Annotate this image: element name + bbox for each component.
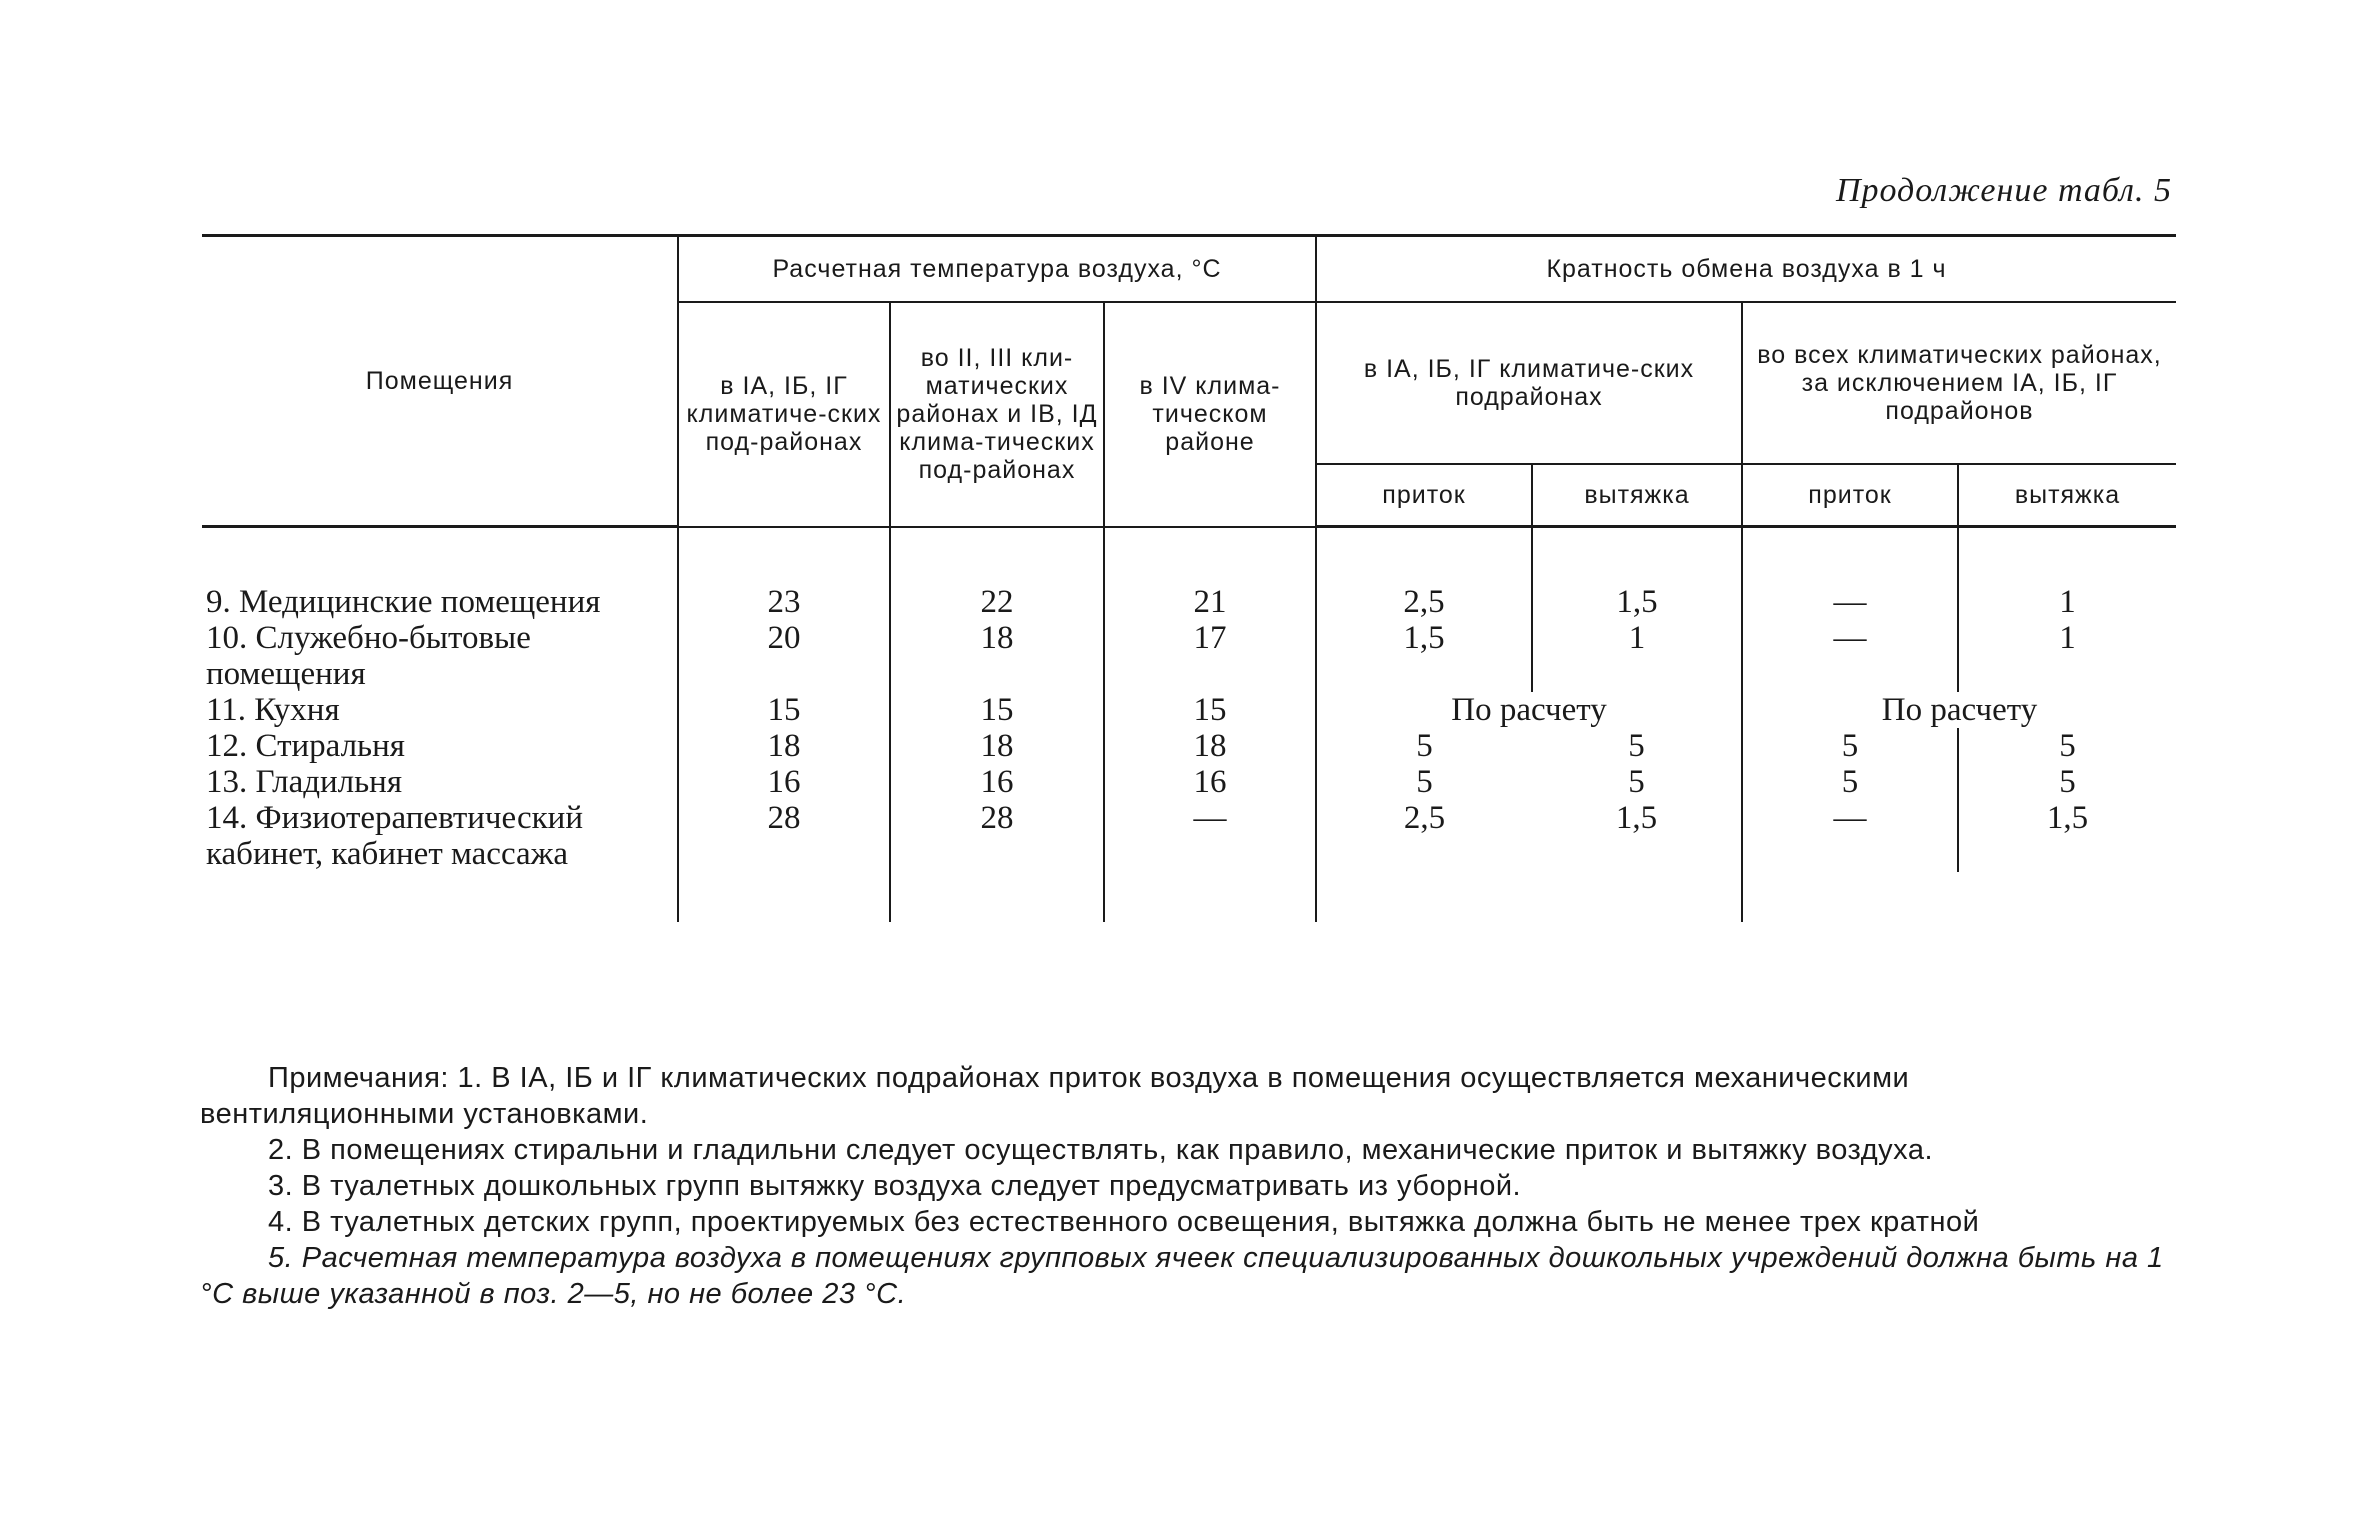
temp-value: 21 xyxy=(1104,584,1316,620)
temp-value: — xyxy=(1104,800,1316,872)
room-name: 11. Кухня xyxy=(206,692,340,728)
room-name: 13. Гладильня xyxy=(206,764,403,800)
exhaust-value: 5 xyxy=(1958,728,2176,764)
temp-value: 18 xyxy=(1104,728,1316,764)
note-5: 5. Расчетная температура воздуха в помещениях групповых ячеек специализированных дошкольных учреждений должна быть на 1 °С выше указанной в поз. 2—5, но не более 23 °С. xyxy=(200,1242,2164,1310)
table-row xyxy=(202,764,2176,800)
note-3: 3. В туалетных дошкольных групп вытяжку воздуха следует предусматривать из уборной. xyxy=(268,1170,1522,1202)
note-2: 2. В помещениях стиральни и гладильни следует осуществлять, как правило, механические приток и вытяжку воздуха. xyxy=(268,1134,1933,1166)
table-row xyxy=(202,692,2176,728)
temp-value: 17 xyxy=(1104,620,1316,692)
room-name: 9. Медицинские помещения xyxy=(206,584,601,620)
temp-value: 15 xyxy=(678,692,890,728)
temp-value: 16 xyxy=(890,764,1104,800)
supply-value: 5 xyxy=(1742,764,1958,800)
temp-value: 18 xyxy=(890,620,1104,692)
supply-value: 2,5 xyxy=(1316,800,1532,872)
by-calculation-b: По расчету xyxy=(1742,692,2176,728)
temp-value: 20 xyxy=(678,620,890,692)
supply-value: — xyxy=(1742,584,1958,620)
temperature-group-header: Расчетная температура воздуха, °С xyxy=(678,236,1316,303)
supply-value: 5 xyxy=(1742,728,1958,764)
room-name: 14. Физиотерапевтический кабинет, кабинет массажа xyxy=(206,800,583,872)
table-row xyxy=(202,584,2176,620)
table-row xyxy=(202,620,2176,692)
exchange-sub-other: во всех климатических районах, за исключением IА, IБ, IГ подрайонов xyxy=(1742,302,2176,464)
flow-label-supply-b: приток xyxy=(1742,464,1958,527)
temp-value: 16 xyxy=(678,764,890,800)
table-row xyxy=(202,728,2176,764)
room-name: 10. Служебно-бытовые помещения xyxy=(206,620,531,692)
exhaust-value: 5 xyxy=(1628,728,1645,764)
exhaust-value: 1 xyxy=(1958,620,2176,692)
ventilation-table xyxy=(202,234,2176,922)
table-notes xyxy=(200,1060,2170,1312)
exhaust-value: 1,5 xyxy=(1958,800,2176,872)
temp-value: 28 xyxy=(678,800,890,872)
temp-value: 23 xyxy=(678,584,890,620)
supply-value: — xyxy=(1742,800,1958,872)
temp-value: 22 xyxy=(890,584,1104,620)
temp-value: 18 xyxy=(678,728,890,764)
room-name: 12. Стиральня xyxy=(206,728,405,764)
temp-col-ia-ib-ig: в IА, IБ, IГ климатиче-ских под-районах xyxy=(678,302,890,527)
flow-label-exhaust-b: вытяжка xyxy=(1958,464,2176,527)
note-4: 4. В туалетных детских групп, проектируемых без естественного освещения, вытяжка должна быть не менее трех кратной xyxy=(268,1206,1980,1238)
exhaust-value: 5 xyxy=(1628,764,1645,800)
note-1: Примечания: 1. В IА, IБ и IГ климатических подрайонах приток воздуха в помещения осуществляется механическими вентиляционными установками. xyxy=(200,1062,1910,1130)
exhaust-value: 1 xyxy=(1958,584,2176,620)
temp-col-ii-iii: во II, III кли-матических районах и IВ, IД клима-тических под-районах xyxy=(890,302,1104,527)
temp-value: 15 xyxy=(890,692,1104,728)
rooms-header: Помещения xyxy=(202,236,678,527)
supply-value: — xyxy=(1742,620,1958,692)
temp-col-iv: в IV клима-тическом районе xyxy=(1104,302,1316,527)
temp-value: 16 xyxy=(1104,764,1316,800)
exhaust-value: 1 xyxy=(1532,620,1742,692)
exchange-sub-ia-ib-ig: в IА, IБ, IГ климатиче-ских подрайонах xyxy=(1316,302,1742,464)
flow-label-exhaust-a: вытяжка xyxy=(1532,464,1742,527)
exhaust-value: 1,5 xyxy=(1615,800,1658,836)
table-caption: Продолжение табл. 5 xyxy=(1835,172,2172,209)
exchange-group-header: Кратность обмена воздуха в 1 ч xyxy=(1316,236,2176,303)
supply-value: 5 xyxy=(1316,728,1532,764)
exhaust-value: 1,5 xyxy=(1532,584,1742,620)
supply-value: 5 xyxy=(1316,764,1532,800)
supply-value: 2,5 xyxy=(1316,584,1532,620)
by-calculation-a: По расчету xyxy=(1316,692,1742,728)
table-row xyxy=(202,800,2176,872)
temp-value: 18 xyxy=(890,728,1104,764)
temp-value: 28 xyxy=(890,800,1104,872)
exhaust-value: 5 xyxy=(1958,764,2176,800)
flow-label-supply-a: приток xyxy=(1316,464,1532,527)
temp-value: 15 xyxy=(1104,692,1316,728)
supply-value: 1,5 xyxy=(1316,620,1532,692)
